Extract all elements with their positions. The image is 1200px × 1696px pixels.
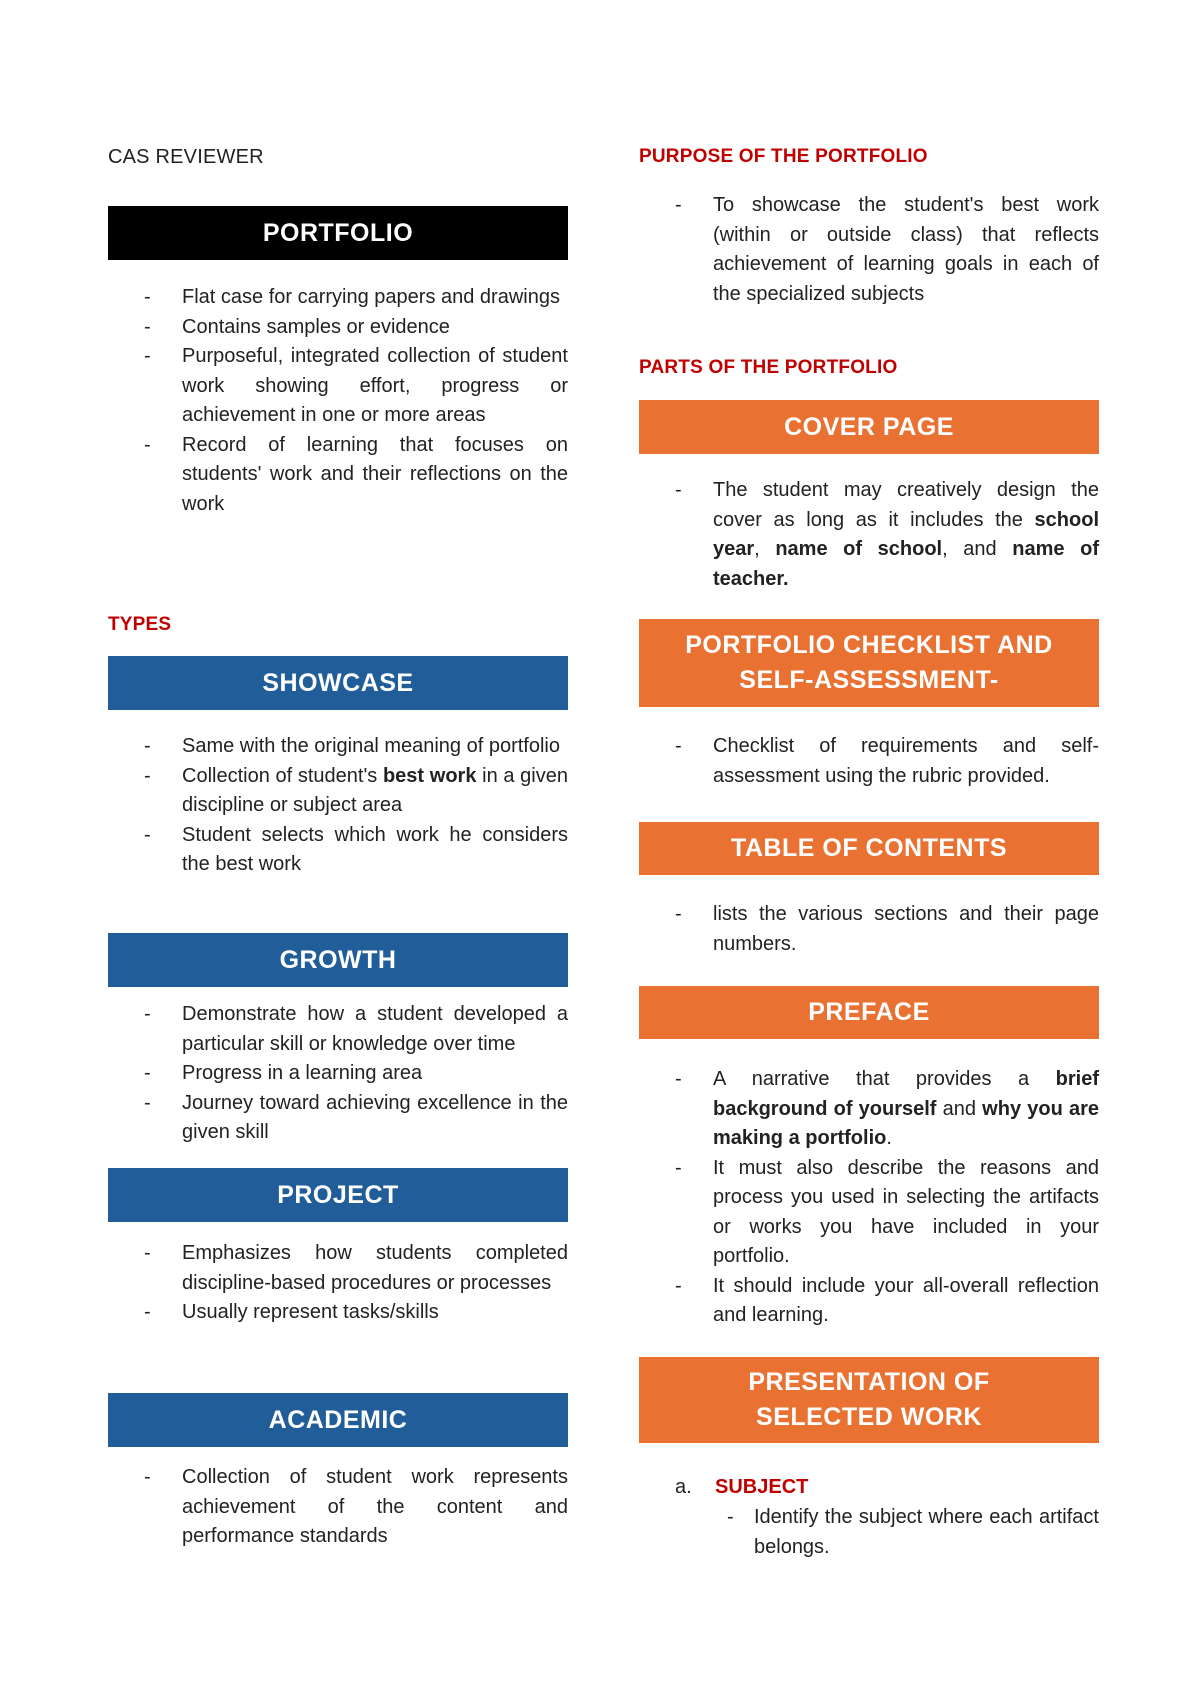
portfolio-list: [108, 283, 568, 519]
bold-text: why you are making a portfolio: [713, 1097, 1099, 1149]
list-text: Collection of student's: [182, 764, 383, 787]
portfolio-banner: PORTFOLIO: [108, 206, 568, 260]
project-list: [108, 1239, 568, 1328]
list-item: - Flat case for carrying papers and drawings: [108, 283, 568, 313]
purpose-label: PURPOSE OF THE PORTFOLIO: [639, 146, 928, 167]
bold-text: brief background of yourself: [713, 1068, 1099, 1120]
cover-page-banner: COVER PAGE: [639, 400, 1099, 454]
cover-page-list: [639, 476, 1099, 594]
list-item: - It must also describe the reasons and process you used in selecting the artifacts or works you have included in your portfolio.: [639, 1154, 1099, 1272]
list-item: - Emphasizes how students completed discipline-based procedures or processes: [108, 1239, 568, 1298]
purpose-list: [639, 191, 1099, 309]
subject-label: SUBJECT: [715, 1476, 809, 1498]
showcase-banner: SHOWCASE: [108, 656, 568, 710]
list-text: .: [886, 1127, 892, 1149]
checklist-list: [639, 732, 1099, 791]
list-item: - Record of learning that focuses on students' work and their reflections on the work: [108, 431, 568, 520]
list-item: - Journey toward achieving excellence in the given skill: [108, 1089, 568, 1148]
bold-text: name of teacher.: [713, 538, 1099, 590]
bold-text: name of school: [775, 538, 943, 560]
presentation-banner: [639, 1357, 1099, 1443]
document-title: CAS REVIEWER: [108, 146, 264, 168]
academic-banner: ACADEMIC: [108, 1393, 568, 1447]
checklist-banner: [639, 619, 1099, 707]
list-text: The student may creatively design the cover as long as it includes the: [713, 479, 1099, 531]
list-item: - Demonstrate how a student developed a particular skill or knowledge over time: [108, 1000, 568, 1059]
table-of-contents-banner: TABLE OF CONTENTS: [639, 822, 1099, 875]
list-item: [108, 762, 568, 821]
subject-list: [639, 1503, 1099, 1562]
banner-line: PRESENTATION OF: [748, 1368, 990, 1396]
list-item: - Collection of student work represents achievement of the content and performance standards: [108, 1463, 568, 1552]
list-item: - Contains samples or evidence: [108, 313, 568, 343]
types-label: TYPES: [108, 614, 172, 635]
list-item: - Checklist of requirements and self-assessment using the rubric provided.: [639, 732, 1099, 791]
toc-list: [639, 900, 1099, 959]
project-banner: PROJECT: [108, 1168, 568, 1222]
list-item: - Purposeful, integrated collection of student work showing effort, progress or achievement in one or more areas: [108, 342, 568, 431]
banner-line: PORTFOLIO CHECKLIST AND: [685, 631, 1053, 659]
list-item: - It should include your all-overall reflection and learning.: [639, 1272, 1099, 1331]
list-letter: a.: [675, 1476, 692, 1498]
list-item: [639, 1065, 1099, 1154]
list-text: A narrative that provides a: [713, 1068, 1056, 1090]
list-item: [639, 476, 1099, 594]
academic-list: [108, 1463, 568, 1552]
bold-text: school year: [713, 508, 1099, 560]
banner-line: SELF-ASSESSMENT-: [739, 666, 999, 694]
preface-banner: PREFACE: [639, 986, 1099, 1039]
bold-text: best work: [382, 764, 477, 787]
list-text: and: [936, 1097, 983, 1120]
list-text: , and: [942, 538, 1013, 560]
list-item: - Usually represent tasks/skills: [108, 1298, 568, 1328]
showcase-list: [108, 732, 568, 880]
list-item: - Progress in a learning area: [108, 1059, 568, 1089]
list-item: - To showcase the student's best work (within or outside class) that reflects achievement of learning goals in each of the specialized subjects: [639, 191, 1099, 309]
growth-banner: GROWTH: [108, 933, 568, 987]
list-item: - Student selects which work he considers the best work: [108, 821, 568, 880]
list-text: ,: [754, 538, 776, 560]
list-item: - Same with the original meaning of portfolio: [108, 732, 568, 762]
preface-list: [639, 1065, 1099, 1331]
subject-heading: [639, 1473, 808, 1502]
list-text: in a given discipline or subject area: [182, 764, 568, 816]
list-item: - lists the various sections and their page numbers.: [639, 900, 1099, 959]
growth-list: [108, 1000, 568, 1148]
parts-label: PARTS OF THE PORTFOLIO: [639, 357, 898, 378]
list-item: - Identify the subject where each artifact belongs.: [639, 1503, 1099, 1562]
banner-line: SELECTED WORK: [756, 1403, 982, 1431]
